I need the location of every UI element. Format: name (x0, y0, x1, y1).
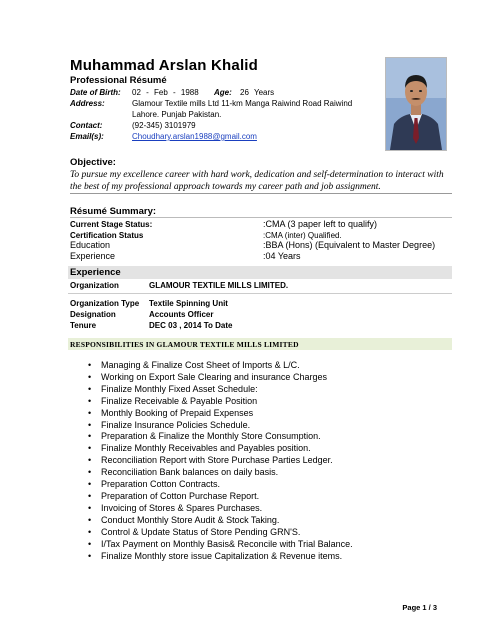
organization-value: GLAMOUR TEXTILE MILLS LIMITED. (149, 281, 289, 290)
responsibilities-title: RESPONSIBILITIES IN GLAMOUR TEXTILE MILLS LIMITED (70, 339, 299, 349)
responsibility-text: Finalize Monthly Fixed Asset Schedule: (101, 383, 258, 394)
summary-value: :04 Years (263, 251, 301, 261)
bullet-icon: • (88, 467, 92, 478)
responsibility-text: I/Tax Payment on Monthly Basis& Reconcile with Trial Balance. (101, 538, 353, 549)
responsibility-text: Control & Update Status of Store Pending GRN'S. (101, 526, 301, 537)
responsibility-item (90, 503, 450, 515)
responsibility-text: Finalize Insurance Policies Schedule. (101, 419, 251, 430)
contact-value: (92-345) 3101979 (132, 121, 196, 130)
address-label: Address: (70, 99, 105, 108)
responsibility-item (90, 467, 450, 479)
summary-label: Current Stage Status: (70, 220, 153, 229)
email-link[interactable]: Choudhary.arslan1988@gmail.com (132, 132, 257, 141)
responsibility-text: Reconciliation Report with Store Purchase Parties Ledger. (101, 455, 333, 466)
objective-title: Objective: (70, 157, 116, 168)
summary-value: :BBA (Hons) (Equivalent to Master Degree) (263, 240, 436, 250)
bullet-icon: • (88, 407, 92, 418)
designation-value: Accounts Officer (149, 310, 214, 319)
responsibility-item (90, 443, 450, 455)
bullet-icon: • (88, 419, 92, 430)
objective-text: To pursue my excellence career with hard work, dedication and self-determination to interact with the best of my professional approach towards my career path and job assignment. (70, 170, 444, 192)
summary-label: Experience (70, 251, 116, 261)
summary-value: :CMA (inter) Qualified. (263, 231, 342, 240)
profile-photo (385, 57, 447, 151)
responsibility-item (90, 455, 450, 467)
responsibility-text: Working on Export Sale Clearing and insurance Charges (101, 371, 327, 382)
summary-divider (70, 217, 452, 218)
experience-header (68, 266, 452, 279)
dob-value: 02 - Feb - 1988 (132, 88, 199, 97)
responsibility-text: Finalize Monthly store issue Capitalization & Revenue items. (101, 550, 343, 561)
responsibility-text: Managing & Finalize Cost Sheet of Imports & L/C. (101, 360, 300, 370)
page-number: Page 1 / 3 (402, 603, 437, 612)
bullet-icon: • (88, 360, 92, 370)
address-line-1: Glamour Textile mills Ltd 11-km Manga Raiwind Road Raiwind (132, 99, 353, 108)
responsibility-text: Reconciliation Bank balances on daily basis. (101, 467, 279, 478)
bullet-icon: • (88, 550, 92, 561)
responsibility-text: Invoicing of Stores & Spares Purchases. (101, 502, 263, 513)
responsibility-item (90, 372, 450, 384)
age-label: Age: (214, 88, 232, 97)
organization-type-label: Organization Type (70, 299, 140, 308)
responsibility-item (90, 396, 450, 408)
experience-divider (68, 293, 452, 294)
organization-type-value: Textile Spinning Unit (149, 299, 228, 308)
contact-label: Contact: (70, 121, 103, 130)
address-line-2: Lahore. Punjab Pakistan. (132, 110, 222, 119)
bullet-icon: • (88, 455, 92, 466)
bullet-icon: • (88, 371, 92, 382)
responsibility-text: Finalize Receivable & Payable Position (101, 395, 258, 406)
dob-label: Date of Birth: (70, 88, 121, 97)
summary-label: Certification Status (70, 231, 144, 240)
responsibility-text: Preparation of Cotton Purchase Report. (101, 490, 260, 501)
responsibility-text: Finalize Monthly Receivables and Payables position. (101, 443, 311, 454)
responsibility-item (90, 420, 450, 432)
candidate-name: Muhammad Arslan Khalid (70, 57, 259, 74)
responsibility-text: Monthly Booking of Prepaid Expenses (101, 407, 254, 418)
bullet-icon: • (88, 526, 92, 537)
tenure-value: DEC 03 , 2014 To Date (149, 321, 233, 330)
responsibility-item (90, 408, 450, 420)
responsibilities-header (68, 338, 452, 350)
summary-value: :CMA (3 paper left to qualify) (263, 219, 378, 229)
responsibility-text: Conduct Monthly Store Audit & Stock Taking. (101, 514, 280, 525)
designation-label: Designation (70, 310, 116, 319)
responsibility-item (90, 360, 450, 372)
responsibility-item (90, 515, 450, 527)
age-value: 26 Years (240, 88, 275, 97)
responsibility-text: Preparation Cotton Contracts. (101, 479, 221, 490)
bullet-icon: • (88, 538, 92, 549)
bullet-icon: • (88, 490, 92, 501)
bullet-icon: • (88, 502, 92, 513)
bullet-icon: • (88, 514, 92, 525)
resume-subtitle: Professional Résumé (70, 75, 167, 86)
objective-divider (70, 193, 452, 194)
bullet-icon: • (88, 383, 92, 394)
responsibility-item (90, 551, 450, 563)
responsibility-item (90, 527, 450, 539)
responsibility-item (90, 479, 450, 491)
responsibility-item (90, 431, 450, 443)
summary-label: Education (70, 240, 111, 250)
bullet-icon: • (88, 431, 92, 442)
bullet-icon: • (88, 443, 92, 454)
responsibility-item (90, 491, 450, 503)
responsibility-item (90, 384, 450, 396)
tenure-label: Tenure (70, 321, 97, 330)
bullet-icon: • (88, 479, 92, 490)
summary-title: Résumé Summary: (70, 206, 157, 217)
email-label: Email(s): (70, 132, 104, 141)
responsibility-text: Preparation & Finalize the Monthly Store Consumption. (101, 431, 321, 442)
bullet-icon: • (88, 395, 92, 406)
responsibilities-list (90, 360, 450, 562)
organization-label: Organization (70, 281, 119, 290)
experience-title: Experience (70, 267, 121, 278)
responsibility-item (90, 539, 450, 551)
